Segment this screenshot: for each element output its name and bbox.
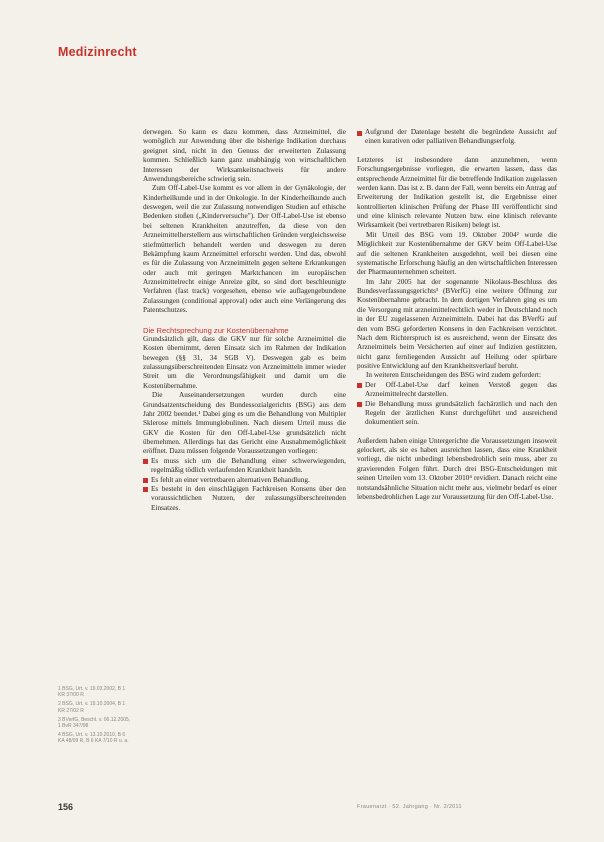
footnote: 2 BSG, Urt. v. 19.10.2004, B 1 KR 27/02 R bbox=[58, 701, 126, 714]
list-item: Der Off-Label-Use darf keinen Verstoß gegen das Arzneimittelrecht darstellen. bbox=[357, 381, 557, 400]
paragraph: In weiteren Entscheidungen des BSG wird zudem gefordert: bbox=[366, 371, 541, 380]
list-item: Die Behandlung muss grundsätzlich fachärztlich und nach den Regeln der ärztlichen Kunst durchgeführt und ausreichend dokumentiert sein. bbox=[357, 400, 557, 428]
paragraph: Die Auseinandersetzungen wurden durch eine Grundsatzentscheidung des Bundessozialgerichts (BSG) aus dem Jahr 2002 beendet.¹ Dabei ging es um die Behandlung von Multipler Sklerose mittels Immunglobulinen. Nach diesem Urteil muss die GKV die Kosten für den Off-Label-Use grundsätzlich nicht übernehmen. Allerdings hat das Gericht eine Ausnahmemöglichkeit eröffnet. Dazu müssen folgende Voraussetzungen vorliegen: bbox=[143, 391, 346, 456]
right-column bbox=[357, 128, 557, 810]
paragraph: Außerdem haben einige Untergerichte die Voraussetzungen insoweit gelockert, als sie es haben ausreichen lassen, dass eine Krankheit vorliegt, die nicht unbedingt lebensbedrohlich sein muss, aber zu gravierenden Folgen führt. Durch drei BSG-Entscheidungen mit seinen Urteilen vom 13. Oktober 2010⁴ revidiert. Danach reicht eine notstandsähnliche Situation nicht mehr aus, vielmehr bedarf es einer lebensbedrohlichen Lage zur Voraussetzung für den Off-Label-Use. bbox=[357, 436, 557, 501]
section-heading: Medizinrecht bbox=[58, 45, 137, 59]
list-item: Es besteht in den einschlägigen Fachkreisen Konsens über den voraussichtlichen Nutzen, der zulassungsüberschreitenden Einsatzes. bbox=[143, 485, 346, 513]
left-column bbox=[143, 128, 346, 810]
paragraph: derwegen. So kann es dazu kommen, dass Arzneimittel, die womöglich zur Anwendung über die bisherige Indikation durchaus geeignet sind, nicht in den Genuss der erweiterten Zulassung kommen. Schließlich kann ganz unabhängig von wirtschaftlichen Interessen der Wirksamkeitsnachweis für andere Anwendungsbereiche schwierig sein. bbox=[143, 128, 346, 183]
journal-footer: Frauenarzt · 52. Jahrgang · Nr. 2/2011 bbox=[357, 804, 462, 810]
paragraph: Letzteres ist insbesondere dann anzunehmen, wenn Forschungsergebnisse vorliegen, die erwarten lassen, dass das entsprechende Arzneimittel für die betreffende Indikation zugelassen werden kann. Das ist z. B. dann der Fall, wenn bereits ein Antrag auf Erweiterung der Indikation gestellt ist, die Ergebnisse einer kontrollierten klinischen Prüfung der Phase III veröffentlicht sind und eine klinisch relevante Nutzen bzw. eine klinisch relevante Wirksamkeit (bei vertretbaren Risiken) belegt ist. bbox=[357, 155, 557, 230]
list-item: Es muss sich um die Behandlung einer schwerwiegenden, regelmäßig tödlich verlaufenden Krankheit handeln. bbox=[143, 457, 346, 476]
criteria-list-continued bbox=[357, 128, 557, 147]
margin-footnotes bbox=[58, 686, 132, 748]
requirements-list bbox=[357, 381, 557, 428]
page-number: 156 bbox=[58, 802, 74, 812]
footnote: 1 BSG, Urt. v. 19.03.2002, B 1 KR 37/00 R bbox=[58, 686, 126, 699]
paragraph: Mit Urteil des BSG vom 19. Oktober 2004² wurde die Möglichkeit zur Kostenübernahme der GKV beim Off-Label-Use auf die seltenen Krankheiten ausgedehnt, weil bei diesen eine systematische Erforschung häufig an den wirtschaftlichen Interessen der Pharmaunternehmen scheitert. bbox=[357, 230, 557, 277]
paragraph: Zum Off-Label-Use kommt es vor allem in der Gynäkologie, der Kinderheilkunde und in der Onkologie. In der Kinderheilkunde auch deswegen, weil die zur Zulassung notwendigen Studien auf ethische Bedenken stoßen („Kinderversuche"). Der Off-Label-Use ist ebenso bei seltenen Krankheiten anzutreffen, da diese von den Arzneimittelherstellern aus wirtschaftlichen Gründen vergleichsweise stiefmütterlich behandelt werden und deswegen zu deren Bekämpfung kaum Arzneimittel erforscht werden. Und das, obwohl es für die Zulassung von Arzneimitteln gegen seltene Erkrankungen oder auch mit geringen Marktchancen im europäischen Arzneimittelrecht einige Anreize gibt, so sind dort beschleunigte Verfahren (fast track) vorgesehen, ebenso wie auflagengebundene Zulassungen (conditional approval) oder auch eine Verlängerung des Patentschutzes. bbox=[143, 184, 346, 315]
subheading: Die Rechtsprechung zur Kostenübernahme bbox=[143, 325, 289, 335]
footnote: 4 BSG, Urt. v. 13.10.2010, B 6 KA 48/09 R, B 6 KA 7/10 R u. a. bbox=[58, 732, 129, 745]
list-item: Es fehlt an einer vertretbaren alternativen Behandlung. bbox=[143, 476, 346, 485]
list-item: Aufgrund der Datenlage besteht die begründete Aussicht auf einen kurativen oder palliativen Behandlungserfolg. bbox=[357, 128, 557, 147]
paragraph: Grundsätzlich gilt, dass die GKV nur für solche Arzneimittel die Kosten übernimmt, deren Einsatz sich im Rahmen der Indikation bewegen (§§ 31, 34 SGB V). Deswegen gab es beim zulassungsüberschreitenden Einsatz von Arzneimitteln immer wieder Streit um die Verordnungsfähigkeit und damit um die Kostenübernahme. bbox=[143, 334, 346, 390]
footnote: 3 BVerfG, Beschl. v. 06.12.2005, 1 BvR 347/98 bbox=[58, 716, 131, 730]
criteria-list bbox=[143, 457, 346, 513]
paragraph: Im Jahr 2005 hat der sogenannte Nikolaus-Beschluss des Bundesverfassungsgerichts³ (BVerfG) eine weitere Öffnung zur Kostenübernahme gebracht. In dem dortigen Verfahren ging es um die Versorgung mit arzneimittelrechtlich weder in Deutschland noch in der EU zugelassenen Arzneimitteln. Dabei hat das BVerfG auf den vom BSG geforderten Konsens in den Fachkreisen verzichtet. Nach dem Richterspruch ist es ausreichend, wenn der Einsatz des Arzneimittels beim Versicherten auf einer auf Indizien gestützten, nicht ganz fernliegenden Aussicht auf Heilung oder spürbare positive Entwicklung auf den Krankheitsverlauf beruht. bbox=[357, 277, 557, 370]
